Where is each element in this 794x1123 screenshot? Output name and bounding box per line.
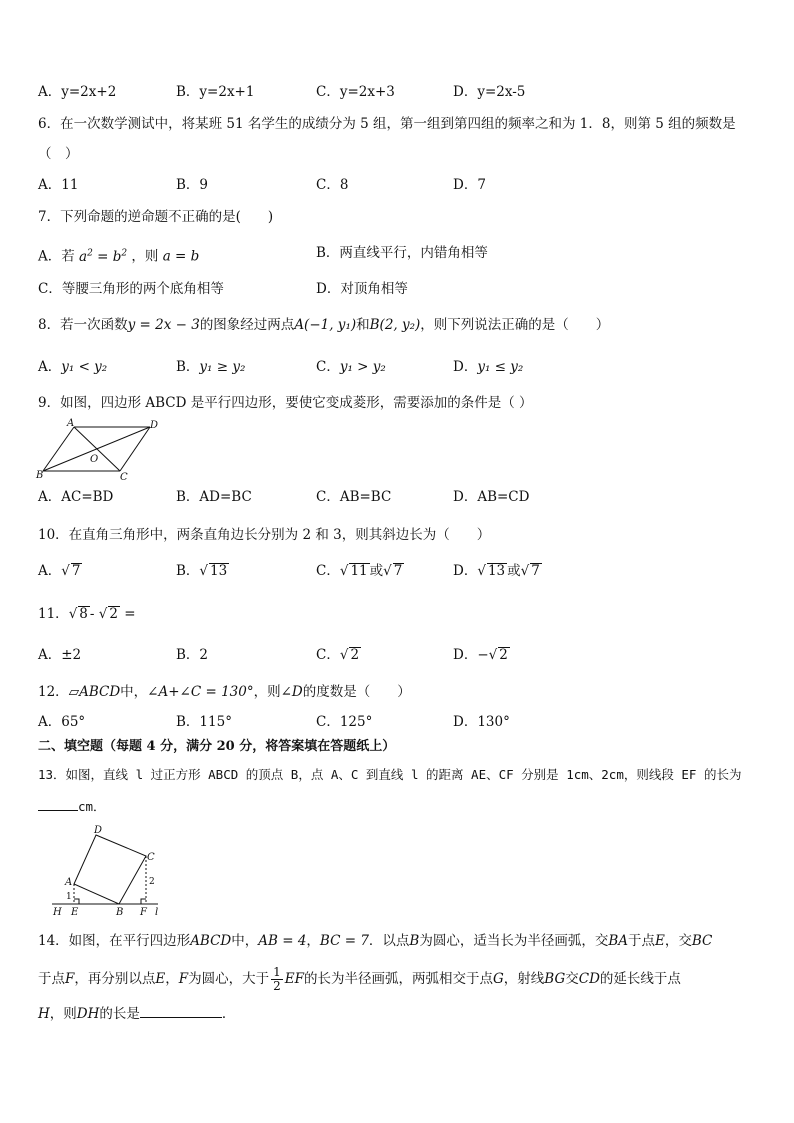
q8-stem-post: ，则下列说法正确的是（ ）	[420, 317, 610, 333]
q13-right-angle-e	[74, 899, 79, 904]
q10-option-d-sqrt2: √ 7	[520, 563, 540, 579]
q10-option-a-radicand: 7	[71, 563, 81, 579]
q13-label-a: A	[65, 877, 73, 888]
q11-equals: =	[124, 606, 136, 622]
q14-l1-ba: BA	[608, 933, 628, 949]
q13-answer-blank[interactable]	[38, 810, 78, 811]
q10-option-b-sqrt: √ 13	[199, 563, 228, 579]
q8-stem-mid: 的图象经过两点	[199, 317, 295, 333]
q8-point-a: A(−1, y₁)	[294, 317, 357, 333]
q7-option-a	[38, 244, 199, 266]
q11-option-d-radicand: 2	[499, 647, 508, 663]
q14-l1-post2: 为圆心，适当长为半径画弧，交	[419, 933, 609, 949]
q11-option-d-prefix: D．	[453, 647, 478, 663]
q11-option-d	[453, 646, 510, 664]
q5-option-a: A．y=2x+2	[38, 84, 117, 100]
q9-parallelogram-figure	[34, 416, 164, 482]
q14-l2-e: E	[155, 971, 166, 987]
q13-label-one: 1	[66, 892, 72, 902]
q10-option-d	[453, 562, 542, 580]
section-title: 二、填空题（每题 4 分，满分 20 分，将答案填在答题纸上）	[38, 739, 396, 754]
q14-l3-post: 的长是	[99, 1006, 140, 1022]
q14-l2-post2: ，射线	[503, 971, 545, 987]
q13-label-l: l	[155, 907, 159, 918]
q8-option-a-value: y₁ < y₂	[61, 359, 108, 375]
q13-square-figure	[48, 822, 168, 918]
q6-stem: 6．在一次数学测试中，将某班 51 名学生的成绩分为 5 组，第一组到第四组的频率之和为 1．8，则第 5 组的频数是	[38, 116, 736, 132]
q14-l2-cd: CD	[578, 971, 600, 987]
q8-function: y = 2x − 3	[127, 317, 200, 333]
q14-l1-mid: 中，	[231, 933, 259, 949]
q9-stem: 9．如图，四边形 ABCD 是平行四边形，要使它变成菱形，需要添加的条件是（ ）	[38, 395, 533, 411]
q14-l1-bc: BC = 7	[319, 933, 369, 949]
q11-minus: -	[89, 606, 95, 622]
q9-option-d: D．AB=CD	[453, 489, 530, 505]
q10-option-d-prefix: D．	[453, 563, 478, 579]
q14-answer-blank[interactable]	[140, 1017, 222, 1018]
q11-option-d-negative: −	[477, 647, 489, 663]
q14-l3-mid: ，则	[49, 1006, 77, 1022]
q14-l2-f2: F	[178, 971, 189, 987]
q5-option-c: C．y=2x+3	[316, 84, 395, 100]
q14-l2-post: 的长为半径画弧，两弧相交于点	[303, 971, 493, 987]
q12-option-d: D．130°	[453, 714, 510, 730]
q7-option-a-eq1: $a^2 = b^2$	[79, 248, 128, 265]
q13-label-f: F	[140, 907, 147, 918]
q9-label-o: O	[90, 454, 99, 465]
q14-l1-abcd: ABCD	[190, 933, 232, 949]
q12-angle: ∠D	[280, 684, 303, 700]
q11-option-d-sqrt: √ 2	[488, 647, 508, 663]
q9-label-d: D	[150, 420, 159, 431]
q10-option-b	[176, 562, 229, 580]
q10-option-d-sqrt1: √ 13	[477, 563, 506, 579]
q12-shape: ▱ABCD	[68, 684, 121, 700]
q8-option-c-value: y₁ > y₂	[339, 359, 386, 375]
q11-radicand2: 2	[109, 606, 118, 622]
q14-l1-b: B	[409, 933, 420, 949]
q14-fraction-denominator: 2	[273, 979, 281, 993]
q6-paren: （ ）	[38, 146, 79, 162]
q11-prefix: 11．	[38, 606, 69, 622]
q6-option-b: B．9	[176, 177, 209, 193]
q10-option-c-radicand2: 7	[393, 563, 403, 579]
q13-square	[74, 835, 146, 904]
q11-option-c	[316, 646, 361, 664]
q5-option-b: B．y=2x+1	[176, 84, 255, 100]
q12-stem	[38, 683, 411, 701]
q13-right-angle-f	[141, 899, 146, 904]
q9-label-b: B	[36, 470, 44, 481]
q11-sqrt2: √ 2	[98, 606, 118, 622]
q12-mid2: ，则	[253, 684, 281, 700]
q8-option-c: C．y₁ > y₂	[316, 359, 386, 375]
q14-line3	[38, 1005, 235, 1023]
q8-stem-pre: 8．若一次函数	[38, 317, 128, 333]
q8-option-d-value: y₁ ≤ y₂	[477, 359, 524, 375]
q8-option-a: A．y₁ < y₂	[38, 359, 108, 375]
q10-option-a-prefix: A．	[38, 563, 62, 579]
q14-l2-f: F	[65, 971, 75, 987]
q6-option-c: C．8	[316, 177, 349, 193]
q7-option-d: D．对顶角相等	[316, 281, 408, 297]
q14-l1-post4: ，交	[664, 933, 692, 949]
q7-option-a-eq2: a = b	[162, 248, 200, 265]
q9-option-a: A．AC=BD	[38, 489, 114, 505]
q11-sqrt1: √ 8	[68, 606, 88, 622]
q12-option-b: B．115°	[176, 714, 232, 730]
q10-option-d-or: 或	[507, 563, 521, 579]
q12-prefix: 12．	[38, 684, 69, 700]
q10-option-d-radicand1: 13	[487, 563, 506, 579]
q8-option-b-value: y₁ ≥ y₂	[199, 359, 246, 375]
q12-option-a: A．65°	[38, 714, 86, 730]
q13-unit: cm．	[78, 799, 106, 814]
q14-l1-post: ．以点	[368, 933, 410, 949]
q6-option-d: D．7	[453, 177, 486, 193]
q14-line2	[38, 966, 681, 993]
q9-option-b: B．AD=BC	[176, 489, 252, 505]
q10-stem: 10．在直角三角形中，两条直角边长分别为 2 和 3，则其斜边长为（ ）	[38, 527, 491, 543]
q14-l2-post3: 交	[565, 971, 579, 987]
q14-l1-bc2: BC	[691, 933, 713, 949]
q14-fraction-numerator: 1	[273, 965, 281, 979]
q13-label-b: B	[116, 907, 124, 918]
q14-l2-pre: 于点	[38, 971, 65, 987]
q13-label-d: D	[94, 825, 103, 836]
q13-label-e: E	[71, 907, 79, 918]
q12-mid: 中，	[120, 684, 148, 700]
q8-point-b: B(2, y₂)	[369, 317, 421, 333]
q14-l1-pre: 14．如图，在平行四边形	[38, 933, 191, 949]
q14-l3-dh: DH	[76, 1006, 100, 1022]
q12-option-c: C．125°	[316, 714, 373, 730]
q7-option-c: C．等腰三角形的两个底角相等	[38, 281, 224, 297]
q10-option-c-sqrt1: √ 11	[339, 563, 368, 579]
q10-option-c	[316, 562, 404, 580]
q14-l1-sep: ，	[306, 933, 320, 949]
q11-option-a: A．±2	[38, 647, 82, 663]
q11-option-c-prefix: C．	[316, 647, 340, 663]
q10-option-c-sqrt2: √ 7	[383, 563, 403, 579]
q12-post: 的度数是（ ）	[302, 684, 411, 700]
q14-line1	[38, 932, 712, 950]
q10-option-c-radicand1: 11	[350, 563, 368, 579]
q9-label-c: C	[120, 472, 128, 482]
q11-option-c-radicand: 2	[350, 647, 360, 663]
q8-stem	[38, 316, 609, 334]
q11-option-b: B．2	[176, 647, 209, 663]
q14-l3-end: ．	[221, 1006, 236, 1022]
q10-option-a	[38, 562, 82, 580]
q10-option-c-or: 或	[369, 563, 384, 579]
q14-l2-mid2: 为圆心，大于	[188, 971, 270, 987]
q9-label-a: A	[67, 418, 75, 429]
q10-option-c-prefix: C．	[316, 563, 340, 579]
q7-option-a-mid: ，则	[131, 248, 159, 265]
q10-option-b-radicand: 13	[210, 563, 228, 579]
q14-l2-ef: EF	[284, 971, 304, 987]
q14-l2-g: G	[492, 971, 504, 987]
q7-option-b: B．两直线平行，内错角相等	[316, 245, 488, 261]
q14-l2-mid: ，再分别以点	[74, 971, 156, 987]
q11-stem	[38, 605, 136, 623]
q13-label-c: C	[147, 852, 155, 863]
q13-stem: 13．如图，直线 l 过正方形 ABCD 的顶点 B，点 A、C 到直线 l 的距离 AE、CF 分别是 1cm、2cm，则线段 EF 的长为	[38, 767, 742, 782]
q13-answer-line	[38, 798, 106, 816]
q14-l2-bg: BG	[544, 971, 566, 987]
q8-option-d: D．y₁ ≤ y₂	[453, 359, 524, 375]
q13-label-h: H	[53, 907, 62, 918]
q8-and: 和	[356, 317, 370, 333]
q11-option-c-sqrt: √ 2	[339, 647, 360, 663]
q14-fraction	[271, 966, 283, 993]
q14-l3-h: H	[38, 1006, 50, 1022]
q14-l1-ab: AB = 4	[258, 933, 307, 949]
q14-l2-post4: 的延长线于点	[599, 971, 681, 987]
q13-label-two: 2	[149, 877, 155, 887]
q14-l1-post3: 于点	[628, 933, 655, 949]
q10-option-a-sqrt: √ 7	[61, 563, 81, 579]
q12-condition: ∠A+∠C = 130°	[147, 684, 254, 700]
q8-option-b: B．y₁ ≥ y₂	[176, 359, 246, 375]
q10-option-b-prefix: B．	[176, 563, 200, 579]
q11-radicand1: 8	[79, 606, 88, 622]
q9-option-c: C．AB=BC	[316, 489, 392, 505]
q7-stem: 7．下列命题的逆命题不正确的是( )	[38, 209, 274, 225]
q5-option-d: D．y=2x-5	[453, 84, 526, 100]
q6-option-a: A．11	[38, 177, 79, 193]
q7-option-a-prefix: A．若	[38, 248, 75, 265]
q10-option-d-radicand2: 7	[531, 563, 540, 579]
q14-l2-sep: ，	[165, 971, 179, 987]
q14-l1-e: E	[655, 933, 665, 949]
